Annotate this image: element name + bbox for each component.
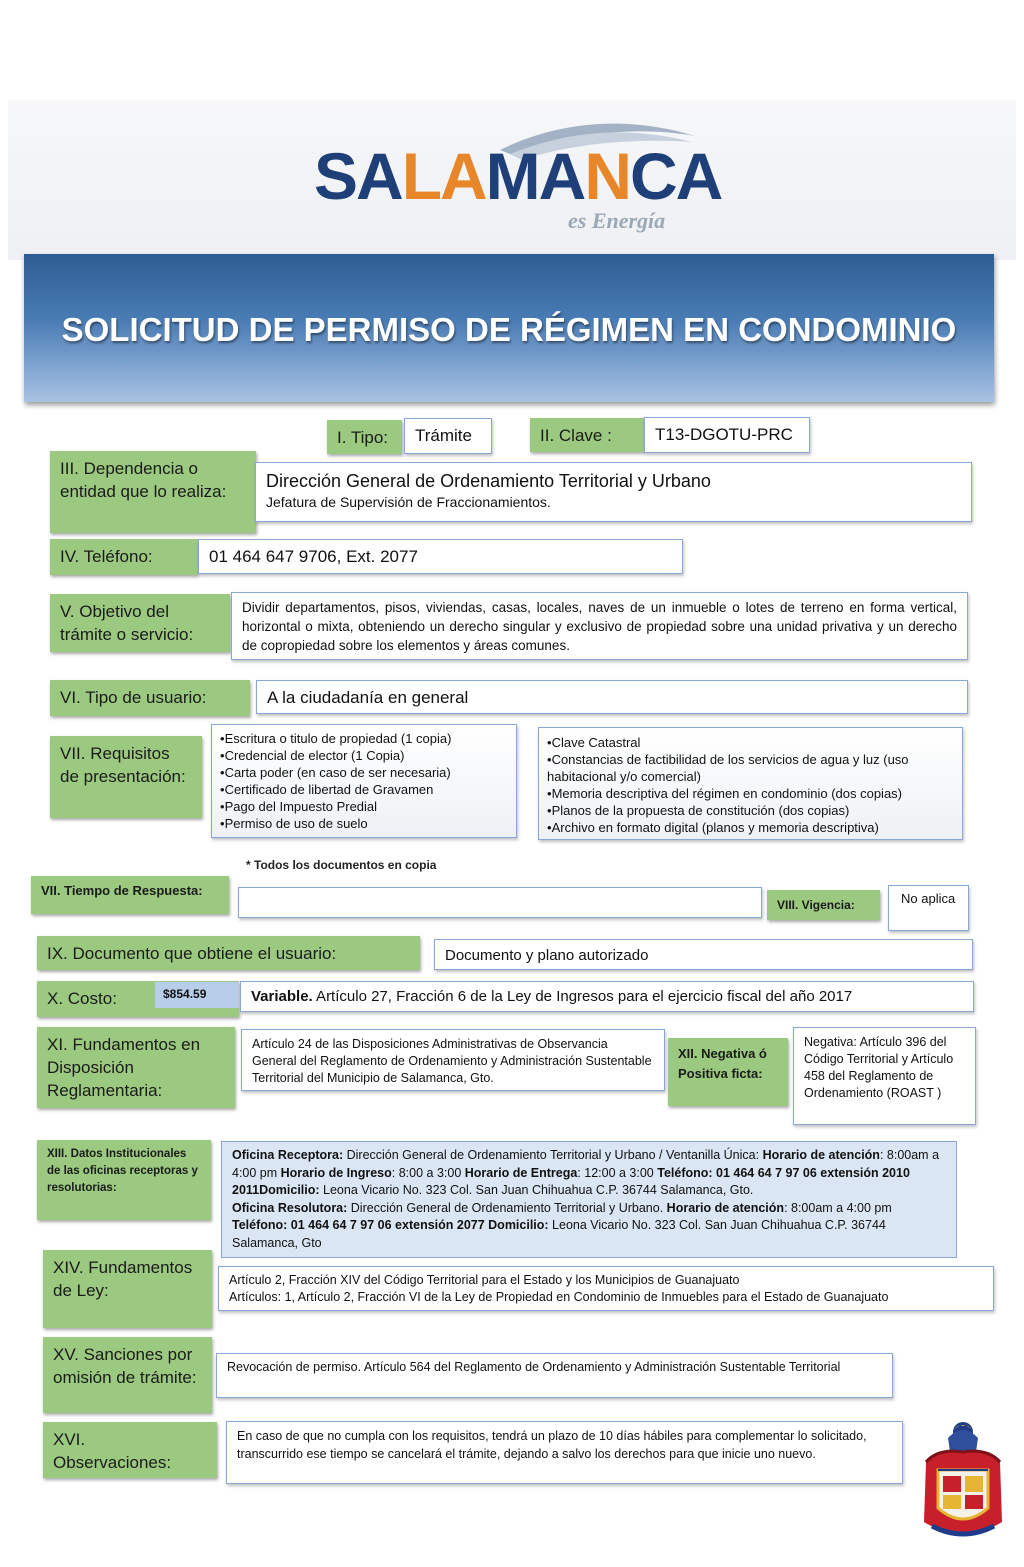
requisitos-col1	[211, 724, 517, 838]
receptora-label: Oficina Receptora:	[232, 1148, 344, 1162]
logo-part-la: LA	[401, 139, 486, 213]
observaciones-label: XVI. Observaciones:	[43, 1422, 217, 1478]
fundamentos-ley-line2: Artículos: 1, Artículo 2, Fracción VI de la Ley de Propiedad en Condominio de Inmuebles para el Estado de Guanajuato	[229, 1290, 889, 1304]
vigencia-value: No aplica	[888, 885, 969, 931]
resolutora-text: Dirección General de Ordenamiento Territorial y Urbano.	[347, 1200, 667, 1215]
horario-entrega-text: : 12:00 a 3:00	[577, 1165, 658, 1180]
costo-rest: Artículo 27, Fracción 6 de la Ley de Ingresos para el ejercicio fiscal del año 2017	[312, 988, 853, 1005]
clave-label: II. Clave :	[530, 418, 644, 452]
observaciones-value: En caso de que no cumpla con los requisitos, tendrá un plazo de 10 días hábiles para complementar lo solicitado, transcurrido ese tiempo se cancelará el trámite, dejando a salvo los derechos para que inicie uno nuevo.	[226, 1421, 903, 1484]
dependencia-line2: Jefatura de Supervisión de Fraccionamientos.	[266, 494, 551, 510]
horario-ingreso-label: Horario de Ingreso	[280, 1165, 392, 1180]
sanciones-value: Revocación de permiso. Artículo 564 del Reglamento de Ordenamiento y Administración Sustentable Territorial	[216, 1353, 893, 1398]
logo-part-sa: SA	[314, 139, 402, 213]
objetivo-value: Dividir departamentos, pisos, viviendas, casas, locales, naves de un inmueble o lotes de terreno en forma vertical, horizontal o mixta, obteniendo un derecho singular y exclusivo de propiedad sobre una unidad privativa y un derecho de copropiedad sobre los elementos y áreas comunes.	[231, 592, 968, 660]
documento-value: Documento y plano autorizado	[434, 939, 973, 970]
requisitos-label: VII. Requisitos de presentación:	[50, 736, 202, 818]
horario2-label: Horario de atención	[666, 1200, 785, 1215]
horario-entrega-label: Horario de Entrega	[464, 1165, 578, 1180]
list-item: • Clave Catastral	[547, 734, 954, 751]
telefono-domicilio-text: Leona Vicario No. 323 Col. San Juan Chihuahua C.P. 36744 Salamanca, Gto.	[319, 1183, 754, 1197]
coat-of-arms-icon	[918, 1418, 1008, 1550]
clave-value: T13-DGOTU-PRC	[644, 417, 810, 453]
logo-part-ca: CA	[630, 139, 722, 213]
tipo-usuario-value: A la ciudadanía en general	[256, 680, 968, 714]
dependencia-line1: Dirección General de Ordenamiento Territorial y Urbano	[266, 471, 711, 491]
negativa-value: Negativa: Artículo 396 del Código Territorial y Artículo 458 del Reglamento de Ordenamiento (ROAST )	[793, 1027, 976, 1125]
resolutora-label: Oficina Resolutora:	[232, 1200, 348, 1215]
vigencia-label: VIII. Vigencia:	[767, 890, 880, 920]
list-item: • Certificado de libertad de Gravamen	[220, 781, 508, 798]
horario-text: : 8:00am a 4:00 pm	[232, 1148, 940, 1180]
dependencia-value	[255, 462, 972, 522]
fundamentos-ley-line1: Artículo 2, Fracción XIV del Código Territorial para el Estado y los Municipios de Guanajuato	[229, 1273, 740, 1287]
tipo-label: I. Tipo:	[327, 420, 402, 454]
list-item: • Carta poder (en caso de ser necesaria)	[220, 764, 508, 781]
list-item: • Archivo en formato digital (planos y memoria descriptiva)	[547, 819, 954, 836]
tiempo-value	[238, 887, 762, 918]
costo-value	[240, 981, 974, 1012]
requisitos-note: * Todos los documentos en copia	[246, 858, 437, 872]
documento-label: IX. Documento que obtiene el usuario:	[37, 936, 420, 970]
telefono-value: 01 464 647 9706, Ext. 2077	[198, 539, 683, 574]
horario2-text: : 8:00am a 4:00 pm	[784, 1200, 892, 1215]
datos-inst-value	[221, 1141, 957, 1258]
requisitos-list-1	[220, 730, 508, 832]
horario-label: Horario de atención	[762, 1148, 880, 1162]
telefono2-text: Leona Vicario No. 323 Col. San Juan Chihuahua C.P. 36744 Salamanca, Gto	[232, 1218, 886, 1250]
list-item: • Memoria descriptiva del régimen en condominio (dos copias)	[547, 785, 954, 802]
list-item: • Credencial de elector (1 Copia)	[220, 747, 508, 764]
telefono2-label: Teléfono: 01 464 64 7 97 06 extensión 2077 Domicilio:	[232, 1218, 549, 1232]
dependencia-label: III. Dependencia o entidad que lo realiza:	[50, 451, 256, 533]
receptora-text: Dirección General de Ordenamiento Territorial y Urbano / Ventanilla Única:	[343, 1148, 763, 1162]
list-item: • Planos de la propuesta de constitución (dos copias)	[547, 802, 954, 819]
datos-inst-label: XIII. Datos Institucionales de las oficinas receptoras y resolutorias:	[37, 1140, 211, 1220]
telefono-domicilio-label: Teléfono: 01 464 64 7 97 06 extensión 2010 2011Domicilio:	[232, 1165, 910, 1197]
objetivo-label: V. Objetivo del trámite o servicio:	[50, 594, 230, 652]
tipo-value: Trámite	[404, 418, 492, 454]
fundamentos-reg-label: XI. Fundamentos en Disposición Reglamentaria:	[37, 1027, 235, 1108]
logo-part-ma: MA	[485, 139, 585, 213]
title-banner	[24, 254, 994, 402]
tipo-usuario-label: VI. Tipo de usuario:	[50, 680, 250, 716]
logo-tagline: es Energía	[568, 208, 666, 233]
list-item: • Pago del Impuesto Predial	[220, 798, 508, 815]
fundamentos-reg-value: Artículo 24 de las Disposiciones Administrativas de Observancia General del Reglamento de Ordenamiento y Administración Sustentable Territorial del Municipio de Salamanca, Gto.	[241, 1029, 665, 1091]
list-item: • Constancias de factibilidad de los servicios de agua y luz (uso habitacional y/o comercial)	[547, 751, 954, 785]
costo-bold: Variable.	[251, 988, 313, 1005]
costo-amount: $854.59	[155, 982, 239, 1008]
costo-label: X. Costo:	[37, 981, 239, 1017]
list-item: • Escritura o titulo de propiedad (1 copia)	[220, 730, 508, 747]
horario-ingreso-text: : 8:00 a 3:00	[391, 1165, 465, 1180]
telefono-label: IV. Teléfono:	[50, 539, 198, 575]
fundamentos-ley-value	[218, 1266, 994, 1311]
list-item: • Permiso de uso de suelo	[220, 815, 508, 832]
requisitos-col2	[538, 727, 963, 840]
negativa-label: XII. Negativa ó Positiva ficta:	[668, 1038, 788, 1106]
logo-part-n: N	[584, 139, 630, 213]
requisitos-list-2	[547, 734, 954, 836]
page-title: SOLICITUD DE PERMISO DE RÉGIMEN EN CONDOMINIO	[61, 311, 957, 348]
tiempo-label: VII. Tiempo de Respuesta:	[31, 876, 229, 914]
salamanca-logo	[300, 112, 720, 242]
sanciones-label: XV. Sanciones por omisión de trámite:	[43, 1337, 212, 1413]
fundamentos-ley-label: XIV. Fundamentos de Ley:	[43, 1250, 212, 1328]
